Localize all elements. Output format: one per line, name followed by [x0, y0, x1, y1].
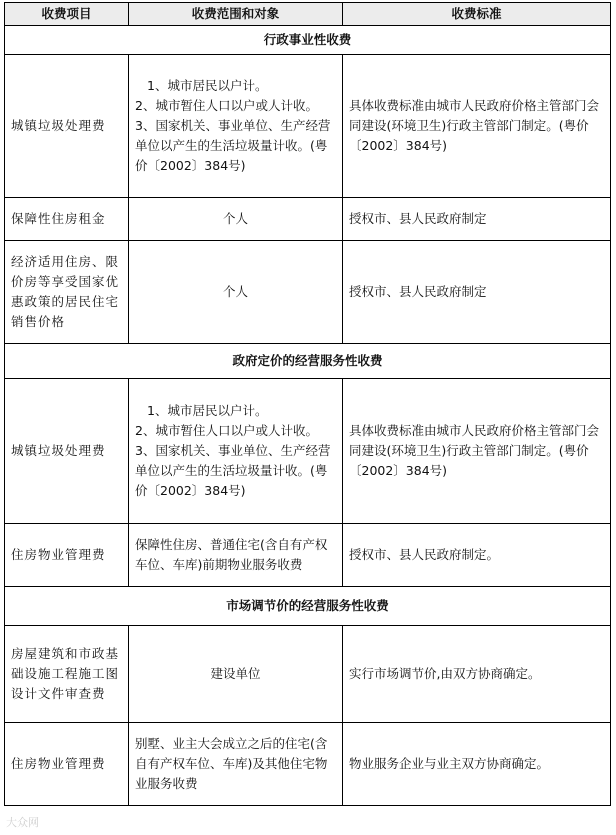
section-row	[5, 344, 611, 379]
fee-standard-cell: 具体收费标准由城市人民政府价格主管部门会同建设(环境卫生)行政主管部门制定。(粤价〔2002〕384号)	[343, 55, 611, 198]
fee-scope-cell: 建设单位	[129, 626, 343, 723]
scope-line: 2、城市暂住人口以户或人计收。	[135, 423, 318, 438]
table-header-row	[5, 3, 611, 26]
header-fee-item: 收费项目	[5, 3, 129, 26]
fee-standard-cell: 授权市、县人民政府制定。	[343, 524, 611, 587]
scope-line: 1、城市居民以户计。	[147, 403, 268, 418]
fee-item-cell: 住房物业管理费	[5, 723, 129, 806]
fee-scope-cell: 个人	[129, 241, 343, 344]
section-title: 行政事业性收费	[5, 26, 611, 55]
fee-scope-cell	[129, 55, 343, 198]
fee-item-cell: 经济适用住房、限价房等享受国家优惠政策的居民住宅销售价格	[5, 241, 129, 344]
fee-item-cell: 城镇垃圾处理费	[5, 55, 129, 198]
fee-standard-cell: 物业服务企业与业主双方协商确定。	[343, 723, 611, 806]
section-row	[5, 26, 611, 55]
header-fee-scope: 收费范围和对象	[129, 3, 343, 26]
section-title: 市场调节价的经营服务性收费	[5, 587, 611, 626]
fee-scope-cell: 别墅、业主大会成立之后的住宅(含自有产权车位、车库)及其他住宅物业服务收费	[129, 723, 343, 806]
table-row	[5, 723, 611, 806]
scope-line: 3、国家机关、事业单位、生产经营单位以产生的生活垃圾量计收。(粤价〔2002〕384号)	[135, 443, 331, 498]
table-row	[5, 241, 611, 344]
table-row	[5, 626, 611, 723]
table-row	[5, 198, 611, 241]
fee-scope-cell: 保障性住房、普通住宅(含自有产权车位、车库)前期物业服务收费	[129, 524, 343, 587]
fee-item-cell: 保障性住房租金	[5, 198, 129, 241]
header-fee-standard: 收费标准	[343, 3, 611, 26]
scope-line: 3、国家机关、事业单位、生产经营单位以产生的生活垃圾量计收。(粤价〔2002〕384号)	[135, 118, 331, 173]
watermark-logo: 大众网	[6, 816, 39, 829]
scope-line: 1、城市居民以户计。	[147, 78, 268, 93]
fee-standard-cell: 具体收费标准由城市人民政府价格主管部门会同建设(环境卫生)行政主管部门制定。(粤价〔2002〕384号)	[343, 379, 611, 524]
scope-line: 2、城市暂住人口以户或人计收。	[135, 98, 318, 113]
section-row	[5, 587, 611, 626]
fee-scope-cell: 个人	[129, 198, 343, 241]
table-row	[5, 379, 611, 524]
table-row	[5, 55, 611, 198]
fee-table	[4, 2, 611, 806]
fee-scope-cell	[129, 379, 343, 524]
fee-item-cell: 住房物业管理费	[5, 524, 129, 587]
section-title: 政府定价的经营服务性收费	[5, 344, 611, 379]
fee-standard-cell: 授权市、县人民政府制定	[343, 241, 611, 344]
fee-item-cell: 城镇垃圾处理费	[5, 379, 129, 524]
fee-standard-cell: 实行市场调节价,由双方协商确定。	[343, 626, 611, 723]
fee-item-cell: 房屋建筑和市政基础设施工程施工图设计文件审查费	[5, 626, 129, 723]
table-row	[5, 524, 611, 587]
fee-standard-cell: 授权市、县人民政府制定	[343, 198, 611, 241]
